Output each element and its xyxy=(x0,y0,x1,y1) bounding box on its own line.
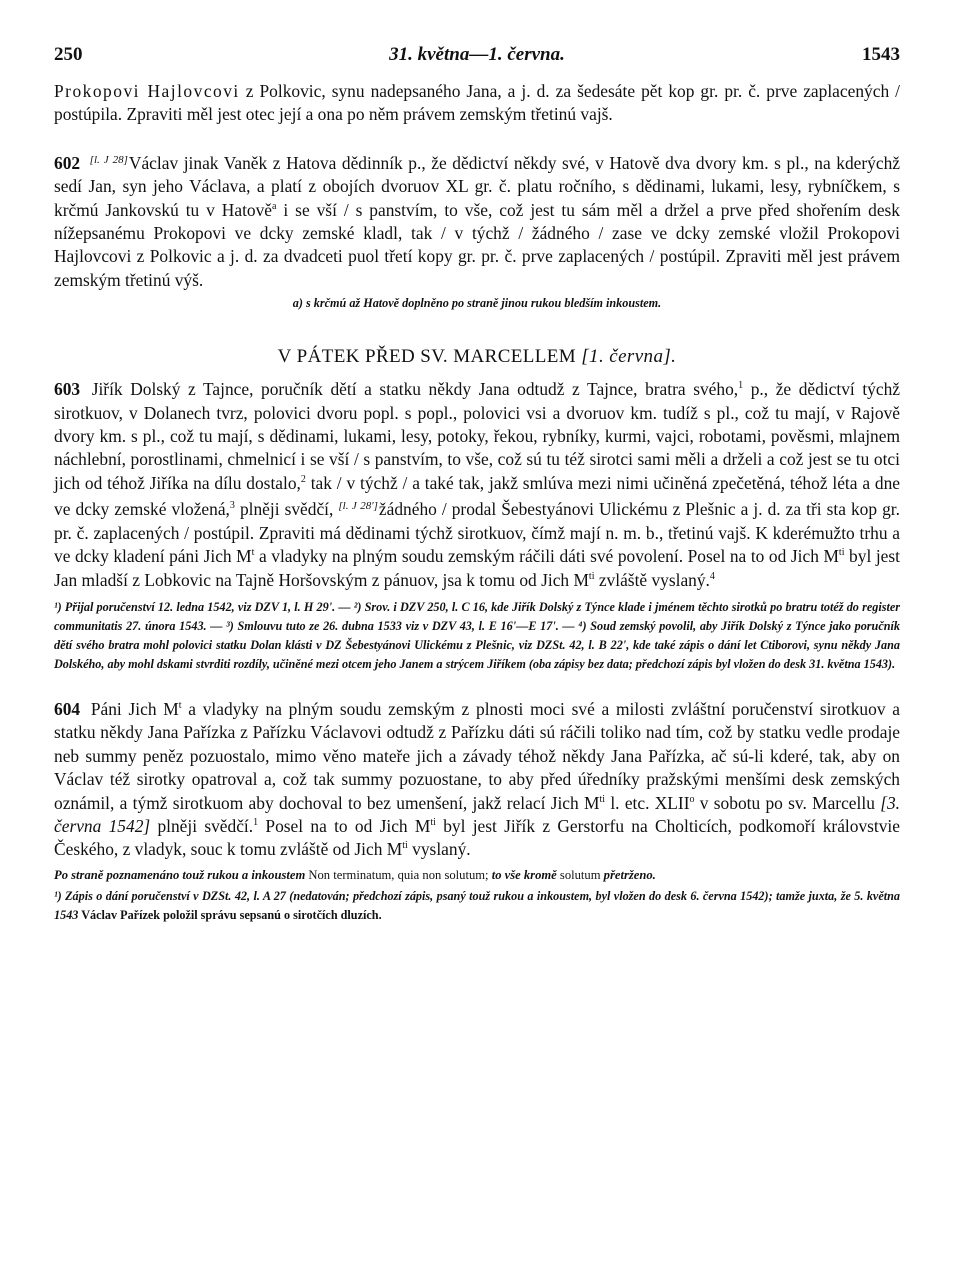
entry-text: l. etc. XLII xyxy=(605,792,690,813)
abbrev-sup: t xyxy=(178,700,182,712)
abbrev-sup: ti xyxy=(599,793,606,805)
entry-continuation xyxy=(54,80,900,127)
entry-number: 602 xyxy=(54,152,81,173)
heading-text: V PÁTEK PŘED SV. MARCELLEM xyxy=(277,346,577,368)
remark-italic: Po straně poznamenáno touž rukou a inkoustem xyxy=(54,867,306,882)
abbrev-sup: ti xyxy=(402,840,408,852)
footnote-italic: ¹) Zápis o dání poručenství v DZSt. 42, l. A 27 (nedatován; předchozí zápis, psaný touž rukou a inkoustem, byl vložen do desk 6. června 1542); tamže juxta, že 5. května 1543 xyxy=(54,888,900,922)
entry-text: v sobotu po sv. Marcellu xyxy=(694,792,881,813)
entry-text: Páni Jich M xyxy=(90,698,179,719)
margin-remark xyxy=(54,866,900,885)
footnote xyxy=(54,887,900,925)
entry-text: Posel na to od Jich M xyxy=(258,815,431,836)
folio-marker: [l. J 28'] xyxy=(338,500,378,513)
entry-text: plněji svědčí, xyxy=(234,499,339,520)
footnote-ref: 1 xyxy=(738,380,744,392)
running-header xyxy=(54,44,900,80)
spaced-name: Prokopovi Hajlovcovi xyxy=(54,81,240,101)
remark-italic: přetrženo. xyxy=(603,867,656,882)
folio-marker: [l. J 28] xyxy=(89,153,128,166)
entry-604 xyxy=(54,698,900,862)
entry-602 xyxy=(54,149,900,292)
remark-roman: solutum xyxy=(556,867,604,882)
entry-text: Jiřík Dolský z Tajnce, poručník dětí a statku někdy Jana odtudž z Tajnce, bratra svého, xyxy=(91,379,739,400)
entry-number: 604 xyxy=(54,698,81,719)
footnote-ref: 2 xyxy=(300,474,306,486)
entry-text: plněji svědčí. xyxy=(150,815,254,836)
page-number: 250 xyxy=(54,44,83,65)
entry-text: a vladyky na plným soudu zemským ráčili dáti své povolení. Posel na to od Jich M xyxy=(254,546,839,567)
document-page xyxy=(54,44,900,925)
abbrev-sup: ti xyxy=(838,547,845,559)
entry-text: p., že dědictví týchž sirotkuov, v Dolanech tvrz, polovici dvoru popl. s popl., polovici vsi a dvoruov km. tudíž s pl., což tu mají, v Rajově dvory km. s pl., což tu mají, s dědinami, lukami, lesy, potoky, řekou, rybníky, kurmi, vajci, robotami, pověsmi, mlajnem náchlební, porostlinami, chmelnicí i se vší / s panstvím, to vše, což sú tu též sirotci sami měli a drželi a což jest se tu otci jich od téhož Jiříka na dílu dostalo, xyxy=(54,379,900,493)
footnote-roman: Václav Pařízek položil správu sepsanú o sirotčích dluzích. xyxy=(78,907,382,922)
entry-text: žádného / prodal Šebestyánovi Ulickému z Plešnic a j. d. za tři sta kop gr. pr. č. zaplacených / postúpil. Zpraviti má dědinami týchž sirotkuov, čímž mají n. m. b., třetinú vajš. K kderémužto trhu a ve dcky kladení páni Jich M xyxy=(54,499,900,567)
entry-text: vyslaný. xyxy=(407,839,471,860)
footnote-ref: 1 xyxy=(253,817,259,829)
section-heading xyxy=(54,346,900,368)
abbrev-sup: t xyxy=(251,547,255,559)
note-ref: a xyxy=(272,200,277,212)
entry-text: i se vší / s panstvím, to vše, což jest tu sám měl a držel a prve před shořením desk nížepsanému Prokopovi ve dcky zemské kladl, tak / v týchž / žádného / zase ve dcky zemské vložil Prokopovi Hajlovcovi z Polkovic a j. d. za dvadceti puol třetí kopy gr. pr. č. prve zaplacených / postúpil. Zpraviti měl jest právem zemským třetinú výš. xyxy=(54,199,901,290)
header-title: 31. května—1. června. xyxy=(389,44,565,65)
heading-date: [1. června]. xyxy=(581,346,677,368)
entry-text: tak / v týchž / a také tak, jakž smlúva mezi nimi učiněná zpečetěná, téhož léta a dne ve dcky zemské vložená, xyxy=(54,472,900,520)
entry-603 xyxy=(54,378,900,592)
remark-roman: Non terminatum, quia non solutum; xyxy=(305,867,492,882)
textual-note: a) s krčmú až Hatově doplněno po straně jinou rukou bledším inkoustem. xyxy=(292,296,662,311)
entry-text: byl jest Jan mladší z Lobkovic na Tajně Horšovským z pánuov, jsa k tomu od Jich M xyxy=(54,546,900,590)
footnote-ref: 3 xyxy=(229,500,235,512)
remark-italic: to vše kromě xyxy=(491,867,557,882)
entry-text: a vladyky na plným soudu zemským z plnosti moci své a milosti zvláštní poručenství sirotkuov a statku někdy Jana Pařízka z Pařízku Václavovi odtudž z Pařízku dáti sú ráčili toliko nad tím, což by statku vedle prodaje neb summy peněz pozuostalo, mimo věno mateře jich a závady téhož někdy Jana Pařízka, ač sú-li kderé, tak, aby on Václav též sirotky opatroval a, což tak summy pozuostane, to aby před úředníky pražskými menšími desk zemských oznámil, a týmž sirotkuom aby dochoval to bez umenšení, jakž relací Jich M xyxy=(54,698,900,813)
date-bracket: [3. června 1542] xyxy=(54,792,900,836)
abbrev-sup: ti xyxy=(430,817,436,829)
footnotes: ¹) Přijal poručenství 12. ledna 1542, viz DZV 1, l. H 29'. — ²) Srov. i DZV 250, l. C 16, kde Jiřík Dolský z Týnce klade i jménem těchto sirotků po bratru totéž do register communitatis 27. února 1543. — ³) Smlouvu tuto ze 26. dubna 1533 viz v DZV 43, l. E 16'—E 17'. — ⁴) Soud zemský povolil, aby Jiřík Dolský z Týnce jako poručník dětí svého bratra mohl polovici statku Dolan klásti v DZ Šebestyánovi Ulickému z Plešnic, viz DZSt. 42, l. B 22', kde také zápis o dání let Ctiborovi, synu někdy Jana Dolského, aby mohl dskami stvrditi rozdíly, učiněné mezi otcem jeho Janem a strýcem Jiříkem (oba zápisy bez data; předchozí zápis byl vložen do desk 31. května 1543). xyxy=(54,599,900,671)
abbrev-sup: ti xyxy=(588,570,595,582)
header-year: 1543 xyxy=(862,44,900,65)
footnote-ref: 4 xyxy=(709,570,715,582)
abbrev-sup: o xyxy=(689,793,695,805)
entry-text: zvláště vyslaný. xyxy=(594,569,710,590)
entry-text: byl jest Jiřík z Gerstorfu na Cholticích, podkomoří královstvie Českého, z vladyk, souc k tomu zvláště od Jich M xyxy=(54,815,900,860)
entry-text: Václav jinak Vaněk z Hatova dědinník p., že dědictví někdy své, v Hatově dva dvory km. s pl., na kderýchž sedí Jan, syn jeho Václava, a platí z obojích dvoruov XL gr. č. platu ročního, s dědinami, lukami, lesy, rybníčkem, s krčmú Jankovskú tu v Hatově xyxy=(54,152,900,220)
entry-text: z Polkovic, synu nadepsaného Jana, a j. d. za šedesáte pět kop gr. pr. č. prve zaplacených / postúpila. Zpraviti měl jest otec její a ona po něm právem zemským třetinú vajš. xyxy=(54,81,900,125)
entry-number: 603 xyxy=(54,379,81,400)
